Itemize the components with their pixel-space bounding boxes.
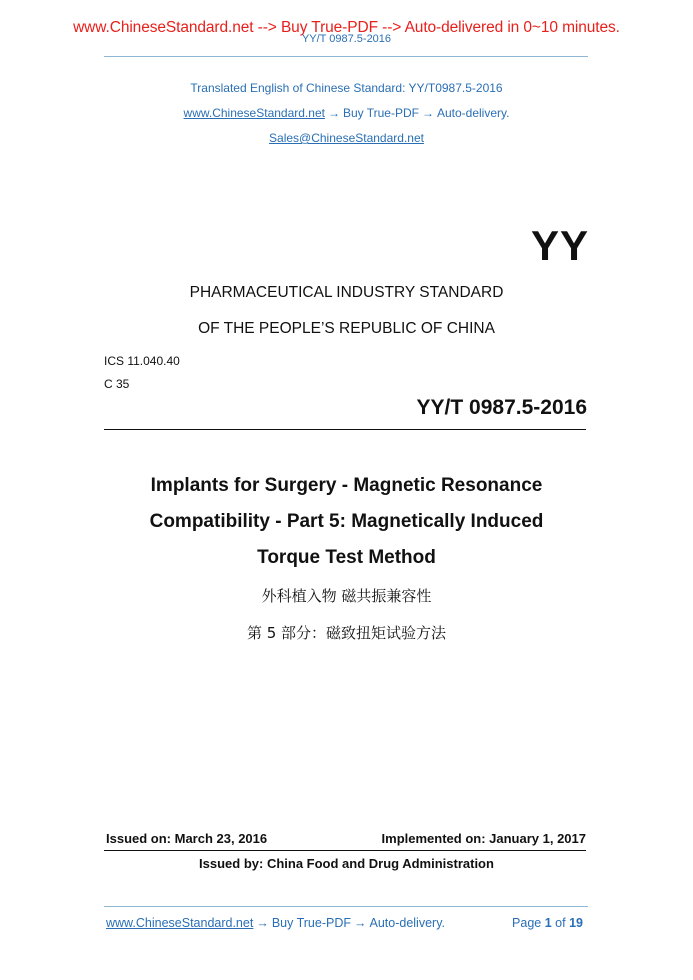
header-doc-code: YY/T 0987.5-2016 (301, 33, 392, 45)
page-label: Page (512, 916, 542, 930)
chinese-title-1: 外科植入物 磁共振兼容性 (261, 587, 432, 605)
arrow-right-icon: → (421, 106, 434, 120)
purchase-line (0, 106, 693, 120)
standard-number-rule (104, 429, 586, 430)
translated-line: Translated English of Chinese Standard: YY/T0987.5-2016 (190, 81, 503, 95)
sales-email-link[interactable]: Sales@ChineseStandard.net (269, 131, 424, 145)
chinese-title-2: 第 5 部分：磁致扭矩试验方法 (246, 624, 447, 642)
industry-line-2: OF THE PEOPLE’S REPUBLIC OF CHINA (198, 320, 495, 337)
arrow-right-icon: → (327, 106, 340, 120)
issued-on: Issued on: March 23, 2016 (106, 831, 268, 846)
top-banner[interactable]: www.ChineseStandard.net --> Buy True-PDF --> Auto-delivered in 0~10 minutes. (73, 19, 620, 36)
of-label: of (555, 916, 566, 930)
standard-prefix: YY (530, 222, 589, 269)
email-line (0, 131, 693, 145)
industry-line-1: PHARMACEUTICAL INDUSTRY STANDARD (189, 284, 504, 301)
page-total: 19 (569, 916, 583, 930)
arrow-right-icon: → (256, 916, 269, 930)
ics-code: ICS 11.040.40 (104, 354, 180, 368)
footer-purchase-line (106, 916, 445, 930)
footer-site-link[interactable]: www.ChineseStandard.net (106, 916, 254, 930)
auto-text: Auto-delivery. (436, 106, 510, 120)
issue-date-rule (104, 850, 586, 851)
site-link[interactable]: www.ChineseStandard.net (183, 106, 325, 120)
footer-divider (104, 906, 588, 907)
issued-by: Issued by: China Food and Drug Administration (199, 856, 494, 871)
footer-buy-text: Buy True-PDF (271, 916, 351, 930)
title-line-2: Compatibility - Part 5: Magnetically Induced (149, 511, 544, 532)
header-divider (104, 56, 588, 57)
title-line-3: Torque Test Method (257, 547, 436, 568)
implemented-on: Implemented on: January 1, 2017 (381, 831, 586, 846)
buy-text: Buy True-PDF (342, 106, 419, 120)
ccs-code: C 35 (104, 377, 130, 391)
page-indicator (512, 916, 583, 930)
footer-auto-text: Auto-delivery. (369, 916, 445, 930)
page-current: 1 (544, 916, 552, 930)
standard-number: YY/T 0987.5-2016 (416, 396, 587, 419)
title-line-1: Implants for Surgery - Magnetic Resonance (150, 475, 543, 496)
arrow-right-icon: → (354, 916, 367, 930)
